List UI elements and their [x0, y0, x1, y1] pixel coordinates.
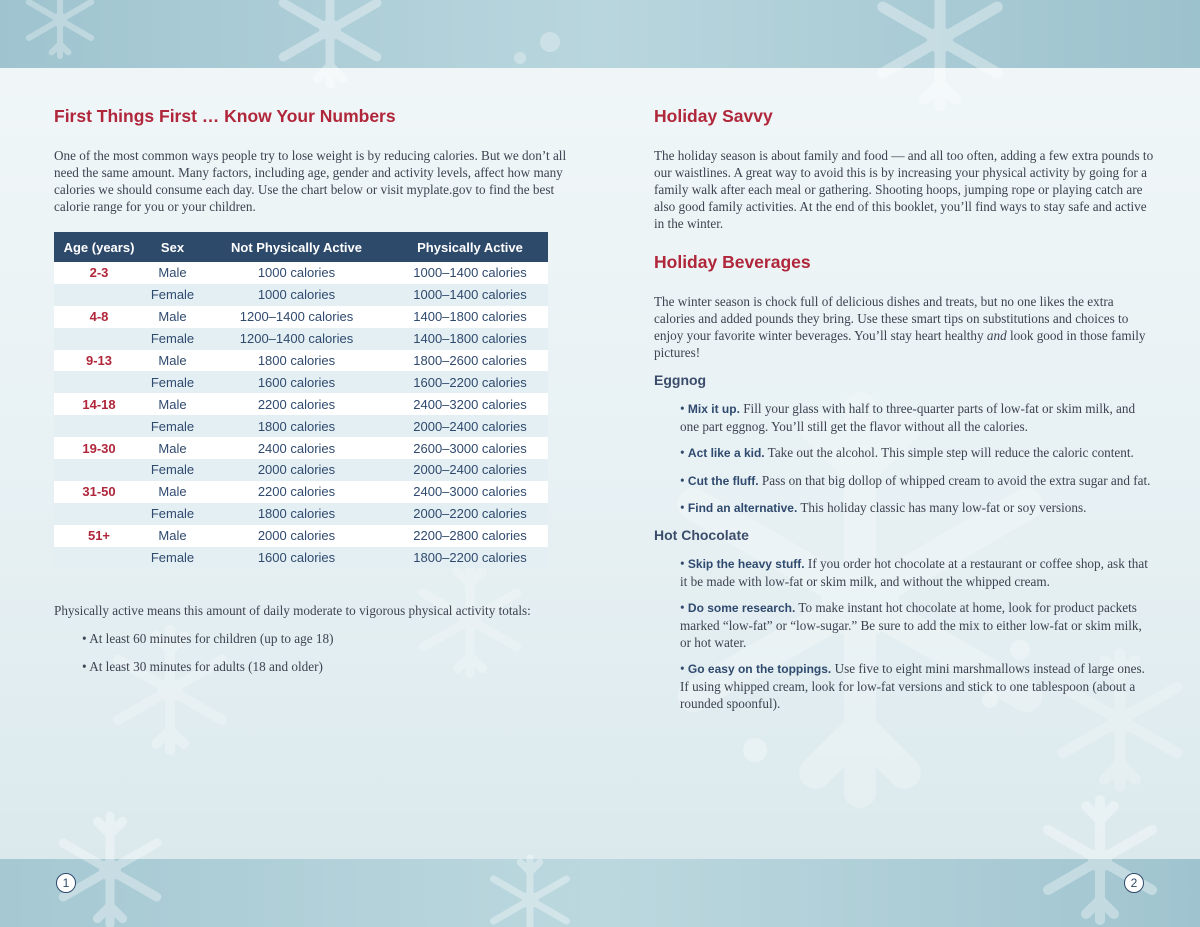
table-row	[54, 437, 548, 459]
beverages-text-a: The winter season is chock full of delicious dishes and treats, but no one likes the extra calories and added pounds they bring. Use these smart tips on substitutions and choices to enjoy your favorite winter beverages. You’ll stay heart healthy	[654, 294, 1129, 343]
active-cell: 2000–2200 calories	[392, 503, 548, 525]
cocoa-tip: • Skip the heavy stuff. If you order hot chocolate at a restaurant or coffee shop, ask that it be made with low-fat or skim milk, and without the whipped cream.	[680, 556, 1148, 589]
sex-cell: Female	[144, 415, 201, 437]
table-row	[54, 459, 548, 481]
sex-cell: Male	[144, 350, 201, 372]
age-cell: 51+	[54, 525, 144, 547]
calorie-table	[54, 232, 548, 568]
age-cell	[54, 459, 144, 481]
cocoa-tip: • Go easy on the toppings. Use five to eight mini marshmallows instead of large ones. If using whipped cream, look for low-fat versions and stick to one tablespoon (about a rounded spoonful).	[680, 661, 1145, 711]
active-cell: 2400–3200 calories	[392, 393, 548, 415]
not-active-cell: 1200–1400 calories	[201, 328, 392, 350]
tip-text: If you order hot chocolate at a restaurant or coffee shop, ask that it be made with low-fat or skim milk, and without the whipped cream.	[680, 556, 1148, 589]
activity-item: • At least 60 minutes for children (up to age 18)	[82, 631, 334, 646]
eggnog-tip: • Act like a kid. Take out the alcohol. This simple step will reduce the caloric content.	[680, 445, 1134, 460]
tip-text: This holiday classic has many low-fat or soy versions.	[797, 500, 1087, 515]
not-active-cell: 1800 calories	[201, 503, 392, 525]
sex-cell: Male	[144, 262, 201, 284]
age-cell: 2-3	[54, 262, 144, 284]
header-sex: Sex	[144, 232, 201, 262]
left-intro-paragraph: One of the most common ways people try to lose weight is by reducing calories. But we don’t all need the same amount. Many factors, including age, gender and activity levels, affect how many calories we should consume each day. Use the chart below or visit myplate.gov to find the best calorie range for you or your children.	[54, 148, 567, 214]
bottom-band	[0, 859, 1200, 927]
age-cell: 9-13	[54, 350, 144, 372]
age-cell: 14-18	[54, 393, 144, 415]
not-active-cell: 1200–1400 calories	[201, 306, 392, 328]
tip-lead: Go easy on the toppings.	[687, 662, 832, 676]
active-cell: 1600–2200 calories	[392, 371, 548, 393]
sex-cell: Male	[144, 306, 201, 328]
holiday-savvy-paragraph: The holiday season is about family and food — and all too often, adding a few extra pounds to our waistlines. A great way to avoid this is by increasing your physical activity by going for a family walk after each meal or gathering. Shooting hoops, jumping rope or playing catch are also good family activities. At the end of this booklet, you’ll find ways to stay safe and active in the winter.	[654, 148, 1154, 231]
not-active-cell: 1800 calories	[201, 415, 392, 437]
active-cell: 2400–3000 calories	[392, 481, 548, 503]
tip-text: Pass on that big dollop of whipped cream to avoid the extra sugar and fat.	[758, 473, 1151, 488]
table-row	[54, 284, 548, 306]
eggnog-tip: • Mix it up. Fill your glass with half to three-quarter parts of low-fat or skim milk, and one part eggnog. You’ll still get the flavor without all the calories.	[680, 401, 1136, 434]
not-active-cell: 2400 calories	[201, 437, 392, 459]
holiday-beverages-paragraph	[654, 293, 1154, 361]
tip-lead: Skip the heavy stuff.	[687, 557, 805, 571]
table-row	[54, 525, 548, 547]
sex-cell: Female	[144, 459, 201, 481]
table-row	[54, 415, 548, 437]
active-cell: 1400–1800 calories	[392, 306, 548, 328]
not-active-cell: 1800 calories	[201, 350, 392, 372]
age-cell	[54, 371, 144, 393]
tip-lead: Mix it up.	[687, 402, 740, 416]
table-row	[54, 393, 548, 415]
calorie-table-header	[54, 232, 548, 262]
left-page-title: First Things First … Know Your Numbers	[54, 106, 396, 126]
not-active-cell: 1000 calories	[201, 262, 392, 284]
header-active: Physically Active	[392, 232, 548, 262]
tip-text: Take out the alcohol. This simple step will reduce the caloric content.	[764, 445, 1134, 460]
not-active-cell: 2000 calories	[201, 525, 392, 547]
active-cell: 2600–3000 calories	[392, 437, 548, 459]
sex-cell: Male	[144, 481, 201, 503]
age-cell: 19-30	[54, 437, 144, 459]
age-cell	[54, 503, 144, 525]
sex-cell: Male	[144, 437, 201, 459]
sex-cell: Male	[144, 525, 201, 547]
tip-lead: Act like a kid.	[687, 446, 765, 460]
age-cell: 4-8	[54, 306, 144, 328]
not-active-cell: 2000 calories	[201, 459, 392, 481]
age-cell	[54, 328, 144, 350]
not-active-cell: 1600 calories	[201, 547, 392, 569]
tip-lead: Do some research.	[687, 601, 796, 615]
not-active-cell: 1000 calories	[201, 284, 392, 306]
active-cell: 2000–2400 calories	[392, 415, 548, 437]
sex-cell: Male	[144, 393, 201, 415]
page-number-left: 1	[56, 873, 76, 893]
activity-note: Physically active means this amount of daily moderate to vigorous physical activity totals:	[54, 603, 531, 618]
holiday-savvy-title: Holiday Savvy	[654, 106, 773, 126]
sex-cell: Female	[144, 503, 201, 525]
sex-cell: Female	[144, 328, 201, 350]
tip-lead: Find an alternative.	[687, 501, 798, 515]
tip-text: Fill your glass with half to three-quarter parts of low-fat or skim milk, and one part eggnog. You’ll still get the flavor without all the calories.	[680, 401, 1136, 434]
hot-chocolate-heading: Hot Chocolate	[654, 527, 749, 543]
sex-cell: Female	[144, 371, 201, 393]
active-cell: 2000–2400 calories	[392, 459, 548, 481]
age-cell	[54, 415, 144, 437]
age-cell: 31-50	[54, 481, 144, 503]
tip-text: Use five to eight mini marshmallows instead of large ones. If using whipped cream, look for low-fat versions and stick to one tablespoon (about a rounded spoonful).	[680, 661, 1145, 711]
table-row	[54, 306, 548, 328]
active-cell: 1800–2600 calories	[392, 350, 548, 372]
beverages-text-b: look good in those family pictures!	[654, 328, 1146, 360]
active-cell: 1000–1400 calories	[392, 262, 548, 284]
table-row	[54, 481, 548, 503]
beverages-text-emphasis: and	[986, 328, 1007, 343]
age-cell	[54, 547, 144, 569]
table-row	[54, 371, 548, 393]
activity-item: • At least 30 minutes for adults (18 and older)	[82, 659, 323, 674]
holiday-beverages-title: Holiday Beverages	[654, 252, 811, 272]
not-active-cell: 1600 calories	[201, 371, 392, 393]
top-band	[0, 0, 1200, 68]
tip-lead: Cut the fluff.	[687, 474, 759, 488]
eggnog-heading: Eggnog	[654, 372, 707, 388]
eggnog-tip: • Cut the fluff. Pass on that big dollop of whipped cream to avoid the extra sugar and fat.	[680, 473, 1151, 488]
sex-cell: Female	[144, 547, 201, 569]
table-row	[54, 262, 548, 284]
table-row	[54, 503, 548, 525]
header-not-active: Not Physically Active	[201, 232, 392, 262]
active-cell: 1400–1800 calories	[392, 328, 548, 350]
activity-item-text: At least 60 minutes for children (up to age 18)	[89, 631, 334, 646]
eggnog-tip: • Find an alternative. This holiday classic has many low-fat or soy versions.	[680, 500, 1087, 515]
table-row	[54, 547, 548, 569]
page-number-right: 2	[1124, 873, 1144, 893]
active-cell: 1800–2200 calories	[392, 547, 548, 569]
active-cell: 2200–2800 calories	[392, 525, 548, 547]
table-row	[54, 328, 548, 350]
active-cell: 1000–1400 calories	[392, 284, 548, 306]
activity-item-text: At least 30 minutes for adults (18 and older)	[89, 659, 323, 674]
sex-cell: Female	[144, 284, 201, 306]
age-cell	[54, 284, 144, 306]
not-active-cell: 2200 calories	[201, 481, 392, 503]
table-row	[54, 350, 548, 372]
header-age: Age (years)	[54, 232, 144, 262]
not-active-cell: 2200 calories	[201, 393, 392, 415]
tip-text: To make instant hot chocolate at home, look for product packets marked “low-fat” or “low-sugar.” Be sure to add the mix to either low-fat or skim milk, or hot water.	[680, 600, 1142, 650]
cocoa-tip: • Do some research. To make instant hot chocolate at home, look for product packets marked “low-fat” or “low-sugar.” Be sure to add the mix to either low-fat or skim milk, or hot water.	[680, 600, 1142, 650]
